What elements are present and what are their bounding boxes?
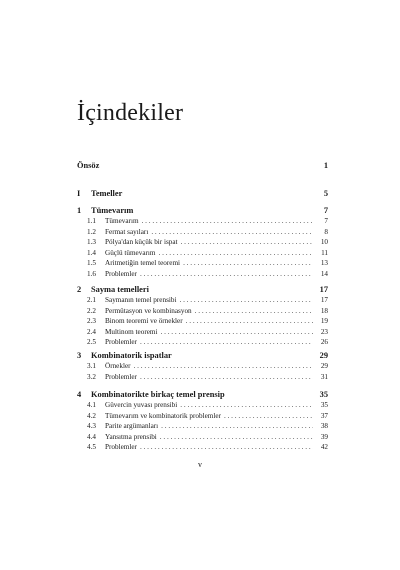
toc-entry-title: Permütasyon ve kombinasyon [105,306,192,315]
toc-entry-title: Problemler [105,269,137,278]
toc-dot-leader [151,228,313,236]
toc-section-number: 2.2 [87,306,96,315]
toc-chapter-number: 2 [77,285,82,294]
toc-dot-leader [134,362,313,370]
toc-section-number: 1.6 [87,269,96,278]
toc-entry-title: Temeller [91,189,123,198]
toc-section-number: 4.3 [87,422,96,430]
toc-entry-title: Problemler [105,443,137,451]
toc-entry-title: Güçlü tümevarım [105,248,156,257]
toc-entry-section[interactable] [77,249,328,257]
toc-dot-leader [159,249,314,257]
toc-entry-chapter[interactable] [77,390,328,399]
toc-entry-section[interactable] [77,328,328,336]
toc-dot-leader [140,443,313,451]
toc-section-number: 4.2 [87,411,96,420]
toc-entry-section[interactable] [77,373,328,381]
page-folio: v [198,460,202,469]
toc-entry-page: 42 [320,443,328,451]
toc-entry-chapter[interactable] [77,285,328,294]
toc-entry-title: Güvercin yuvası prensibi [105,401,178,409]
toc-entry-title: Multinom teoremi [105,327,158,336]
toc-section-number: 4.4 [87,432,96,441]
toc-entry-chapter[interactable] [77,351,328,360]
toc-entry-section[interactable] [77,362,328,370]
toc-entry-page: 35 [319,390,328,399]
toc-dot-leader [224,412,313,420]
toc-dot-leader [140,373,313,381]
toc-entry-page: 35 [320,401,328,409]
toc-dot-leader [161,422,313,430]
toc-section-number: 1.2 [87,227,96,236]
toc-chapter-number: 3 [77,351,82,360]
toc-entry-page: 29 [319,351,328,360]
toc-entry-page: 37 [320,411,328,420]
toc-entry-page: 17 [319,285,328,294]
toc-entry-title: Kombinatorikte birkaç temel prensip [91,390,225,399]
toc-section-number: 1.1 [87,217,96,225]
toc-section-number: 2.5 [87,338,96,346]
toc-entry-title: Binom teoremi ve örnekler [105,317,183,325]
toc-entry-page: 8 [324,227,328,236]
toc-entry-chapter[interactable] [77,206,328,215]
toc-chapter-number: 1 [77,206,82,215]
toc-entry-preface[interactable] [77,161,328,170]
toc-section-number: 4.5 [87,443,96,451]
toc-entry-page: 26 [320,338,328,346]
toc-entry-section[interactable] [77,307,328,315]
toc-entry-title: Aritmetiğin temel teoremi [105,259,181,267]
toc-entry-title: Sayma temelleri [91,285,149,294]
toc-entry-page: 10 [320,238,328,246]
toc-entry-section[interactable] [77,270,328,278]
toc-entry-page: 23 [320,327,328,336]
toc-dot-leader [181,238,313,246]
toc-entry-title: Örnekler [105,362,131,370]
toc-entry-title: Pólya'dan küçük bir ispat [105,238,178,246]
toc-chapter-number: 4 [77,390,82,399]
toc-entry-section[interactable] [77,422,328,430]
toc-entry-title: Yansıtma prensibi [105,432,157,441]
toc-entry-title: Problemler [105,338,137,346]
toc-entry-page: 14 [320,269,328,278]
toc-section-number: 1.5 [87,259,96,267]
toc-entry-section[interactable] [77,296,328,304]
toc-dot-leader [180,401,313,409]
toc-section-number: 1.3 [87,238,96,246]
toc-dot-leader [186,317,313,325]
toc-entry-title: Problemler [105,372,137,381]
toc-entry-page: 5 [323,189,328,198]
toc-entry-page: 13 [320,259,328,267]
toc-section-number: 3.2 [87,372,96,381]
toc-dot-leader [140,338,313,346]
toc-entry-page: 39 [320,432,328,441]
toc-entry-page: 38 [320,422,328,430]
toc-dot-leader [195,307,313,315]
toc-entry-page: 7 [323,206,328,215]
toc-entry-page: 29 [320,362,328,370]
toc-entry-section[interactable] [77,238,328,246]
toc-entry-page: 11 [321,248,328,257]
toc-section-number: 4.1 [87,401,96,409]
toc-part-number: I [77,189,81,198]
toc-entry-section[interactable] [77,401,328,409]
toc-entry-title: Fermat sayıları [105,227,149,236]
toc-entry-page: 18 [320,306,328,315]
toc-entry-title: Tümevarım [91,206,134,215]
toc-entry-page: 7 [324,217,328,225]
toc-dot-leader [140,270,313,278]
toc-entry-section[interactable] [77,433,328,441]
toc-entry-section[interactable] [77,217,328,225]
toc-dot-leader [161,328,313,336]
toc-section-number: 3.1 [87,362,96,370]
toc-section-number: 1.4 [87,248,96,257]
toc-entry-section[interactable] [77,228,328,236]
toc-entry-title: Tümevarım [105,217,139,225]
toc-dot-leader [142,217,313,225]
toc-entry-page: 17 [320,296,328,304]
toc-entry-section[interactable] [77,443,328,451]
toc-entry-title: Saymanın temel prensibi [105,296,177,304]
toc-entry-section[interactable] [77,412,328,420]
toc-entry-section[interactable] [77,338,328,346]
toc-entry-title: Tümevarım ve kombinatorik problemler [105,411,221,420]
toc-section-number: 2.3 [87,317,96,325]
toc-entry-page: 31 [320,372,328,381]
toc-dot-leader [183,259,313,267]
toc-entry-page: 19 [320,317,328,325]
page-title: İçindekiler [77,100,184,126]
toc-section-number: 2.1 [87,296,96,304]
toc-dot-leader [179,296,313,304]
toc-section-number: 2.4 [87,327,96,336]
toc-entry-title: Önsöz [77,161,100,170]
toc-entry-title: Kombinatorik ispatlar [91,351,172,360]
toc-entry-title: Parite argümanları [105,422,159,430]
toc-entry-part[interactable] [77,189,328,198]
toc-entry-page: 1 [323,161,328,170]
toc-entry-section[interactable] [77,317,328,325]
toc-dot-leader [160,433,313,441]
toc-entry-section[interactable] [77,259,328,267]
